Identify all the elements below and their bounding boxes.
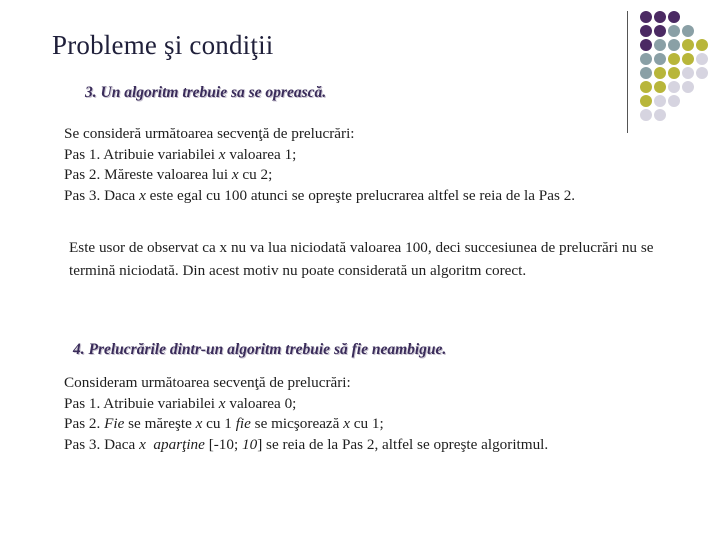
steps-block-termination: [64, 124, 575, 206]
decorative-dot: [682, 25, 694, 37]
decorative-dot: [654, 53, 666, 65]
decorative-dot: [668, 39, 680, 51]
decorative-dot: [668, 25, 680, 37]
steps-intro: Se consideră următoarea secvenţă de prelucrări:: [64, 125, 355, 142]
steps-intro: Consideram următoarea secvenţă de prelucrări:: [64, 374, 351, 391]
decorative-dot: [668, 53, 680, 65]
step-text: se micşorează: [250, 415, 344, 432]
step-text: Pas 3. Daca: [64, 186, 140, 204]
italic-number: 10: [242, 435, 258, 453]
step-line: [64, 394, 548, 415]
step-text: cu 1;: [349, 415, 384, 432]
step-text: se măreşte: [124, 415, 196, 432]
step-line: [64, 145, 575, 166]
explanation-paragraph: Este usor de observat ca x nu va lua niciodată valoarea 100, deci succesiunea de prelucrări nu se termină niciodată. Din acest motiv nu poate considerată un algoritm corect.: [69, 239, 654, 279]
step-text: [-10;: [204, 435, 243, 453]
variable-name: x: [231, 166, 239, 183]
step-text: cu 1: [202, 415, 236, 432]
steps-block-unambiguous: [64, 373, 548, 455]
decorative-dot: [640, 11, 652, 23]
decorative-dot: [682, 39, 694, 51]
decorative-dot: [654, 95, 666, 107]
section-heading-termination: 3. Un algoritm trebuie sa se oprească.: [85, 84, 327, 101]
step-text: cu 2;: [238, 166, 273, 183]
decorative-dot: [696, 53, 708, 65]
decorative-dot: [640, 109, 652, 121]
decorative-dot: [640, 25, 652, 37]
section-heading-unambiguous: 4. Prelucrările dintr-un algoritm trebuie să fie neambigue.: [73, 341, 447, 358]
variable-name: x: [139, 186, 146, 204]
step-text: valoarea 0;: [225, 394, 297, 412]
decorative-dot: [654, 25, 666, 37]
step-line: [64, 435, 548, 456]
decorative-dot: [640, 39, 652, 51]
decorative-dot: [696, 67, 708, 79]
slide-title: Probleme şi condiţii: [52, 30, 274, 60]
decorative-dot: [654, 109, 666, 121]
step-text: valoarea 1;: [225, 145, 297, 163]
decorative-dot-grid: [640, 11, 720, 121]
step-text: Pas 3. Daca: [64, 435, 140, 453]
variable-name: x: [218, 394, 226, 412]
decorative-dot: [682, 81, 694, 93]
step-line: [64, 414, 548, 435]
step-text: Pas 1. Atribuie variabilei: [64, 145, 219, 163]
decorative-divider: [627, 11, 628, 133]
step-text: Pas 1. Atribuie variabilei: [64, 394, 219, 412]
step-line: [64, 186, 575, 207]
step-text: ] se reia de la Pas 2, altfel se opreşte algoritmul.: [257, 435, 549, 453]
decorative-dot: [654, 81, 666, 93]
decorative-dot: [654, 39, 666, 51]
decorative-dot: [640, 95, 652, 107]
italic-word: Fie: [104, 415, 125, 432]
decorative-dot: [640, 81, 652, 93]
variable-name: x: [195, 415, 203, 432]
decorative-dot: [654, 67, 666, 79]
variable-name: x: [139, 435, 146, 453]
decorative-dot: [654, 11, 666, 23]
step-text: este egal cu 100 atunci se opreşte prelucrarea altfel se reia de la Pas 2.: [145, 186, 576, 204]
decorative-dot: [682, 53, 694, 65]
decorative-dot: [640, 53, 652, 65]
decorative-dot: [640, 67, 652, 79]
step-line: [64, 165, 575, 186]
decorative-dot: [668, 95, 680, 107]
italic-word: fie: [235, 415, 251, 432]
variable-name: x: [218, 145, 226, 163]
decorative-dot: [696, 39, 708, 51]
decorative-dot: [682, 67, 694, 79]
decorative-dot: [668, 11, 680, 23]
italic-word: aparţine: [153, 435, 205, 453]
decorative-dot: [668, 67, 680, 79]
variable-name: x: [343, 415, 350, 432]
step-text: Pas 2. Măreste valoarea lui: [64, 166, 232, 183]
decorative-dot: [668, 81, 680, 93]
step-text: Pas 2.: [64, 415, 105, 432]
